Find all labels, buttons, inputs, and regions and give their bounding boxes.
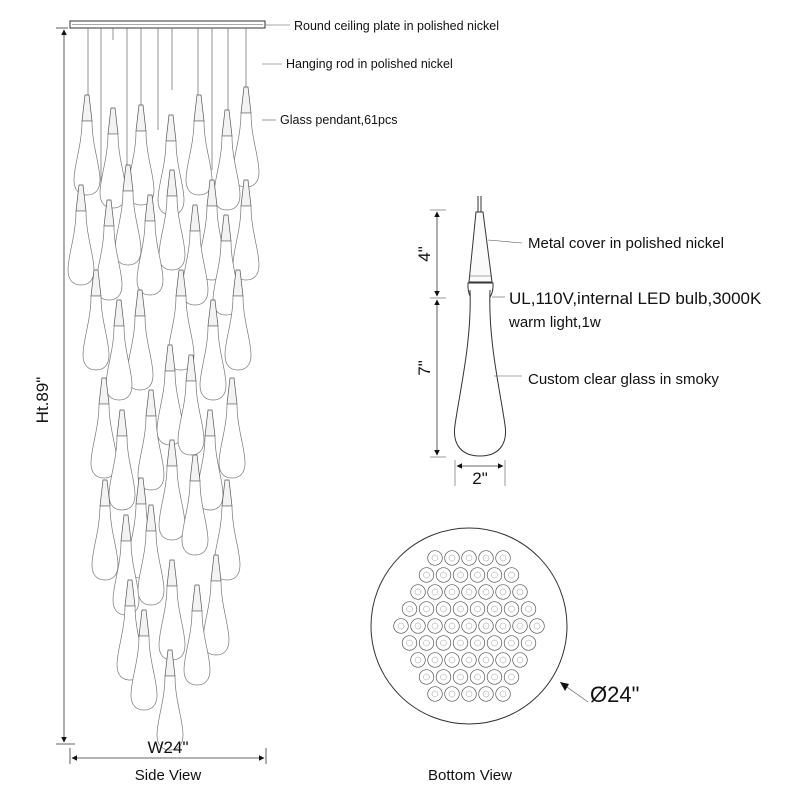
pendant-position [496, 687, 511, 702]
pendant-position [496, 551, 511, 566]
glass-pendant [106, 300, 132, 400]
dim-cover-label: 4" [415, 246, 434, 262]
pendant-position [436, 670, 451, 685]
glass-pendant [200, 300, 226, 400]
metal-cover [469, 212, 492, 282]
pendant-position [504, 568, 519, 583]
pendant-position [402, 602, 417, 617]
pendant-position [462, 619, 477, 634]
pendant-position [462, 551, 477, 566]
pendant-position [504, 602, 519, 617]
pendant-position [428, 619, 443, 634]
pendant-position [479, 551, 494, 566]
pendant-position [470, 568, 485, 583]
pendant-position [453, 670, 468, 685]
pendant-position [445, 687, 460, 702]
dim-glass-label: 7" [415, 360, 434, 376]
glass-pendant [159, 440, 185, 540]
side-view-label: Side View [134, 767, 202, 784]
glass-pendant [74, 95, 100, 195]
pendant-position [411, 619, 426, 634]
glass-pendant [68, 185, 94, 285]
pendant-detail [415, 196, 762, 488]
pendant-position [487, 602, 502, 617]
pendant-position [428, 551, 443, 566]
pendant-position [496, 585, 511, 600]
callout-glass: Custom clear glass in smoky [528, 371, 719, 388]
glass-pendant [186, 95, 212, 195]
bottom-view [371, 528, 639, 784]
pendant-position [462, 653, 477, 668]
pendant-position [436, 568, 451, 583]
glass-pendant [157, 650, 183, 750]
pendant-position [419, 568, 434, 583]
pendant-position [419, 602, 434, 617]
pendant-position [470, 670, 485, 685]
bottom-view-label: Bottom View [428, 767, 512, 784]
pendant-position [530, 619, 545, 634]
pendant-position [479, 619, 494, 634]
glass-pendants [68, 87, 259, 750]
pendant-position [496, 653, 511, 668]
pendant-position [479, 585, 494, 600]
width-label: W24" [147, 738, 189, 757]
height-label: Ht.89" [33, 376, 52, 424]
pendant-position [462, 585, 477, 600]
pendant-position [394, 619, 409, 634]
glass-pendant [100, 108, 126, 208]
pendant-position [470, 602, 485, 617]
pendant-position [513, 619, 528, 634]
pendant-position [470, 636, 485, 651]
pendant-position [428, 653, 443, 668]
callout-bulb-line2: warm light,1w [509, 314, 601, 331]
pendant-position [513, 653, 528, 668]
pendant-position [513, 585, 528, 600]
pendant-position [445, 653, 460, 668]
pendant-position [445, 551, 460, 566]
pendant-position [419, 636, 434, 651]
pendant-position [402, 636, 417, 651]
pendant-position [487, 636, 502, 651]
pendant-position [453, 636, 468, 651]
callout-metal-cover: Metal cover in polished nickel [528, 235, 724, 252]
glass-pendant [159, 560, 185, 660]
pendant-position [453, 602, 468, 617]
pendant-position [411, 585, 426, 600]
pendant-position [445, 585, 460, 600]
pendant-position [453, 568, 468, 583]
pendant-position [487, 568, 502, 583]
pendant-position [436, 636, 451, 651]
pendant-position [445, 619, 460, 634]
callout-bulb-line1: UL,110V,internal LED bulb,3000K [509, 289, 762, 308]
callout-ceiling-plate: Round ceiling plate in polished nickel [294, 19, 499, 33]
diameter-label: Ø24" [590, 682, 640, 707]
pendant-position [496, 619, 511, 634]
pendant-position [428, 585, 443, 600]
pendant-position [419, 670, 434, 685]
pendant-position [521, 602, 536, 617]
pendant-position [504, 670, 519, 685]
dim-width-label: 2" [472, 469, 488, 488]
pendant-position [462, 687, 477, 702]
pendant-position [504, 636, 519, 651]
callout-hanging-rod: Hanging rod in polished nickel [286, 57, 453, 71]
pendant-position [479, 687, 494, 702]
pendant-position [411, 653, 426, 668]
pendant-position [521, 636, 536, 651]
pendant-position [487, 670, 502, 685]
callout-glass-pendant: Glass pendant,61pcs [280, 113, 398, 127]
detail-glass-drop [454, 290, 505, 456]
pendant-position [479, 653, 494, 668]
pendant-position [436, 602, 451, 617]
pendant-position [428, 687, 443, 702]
